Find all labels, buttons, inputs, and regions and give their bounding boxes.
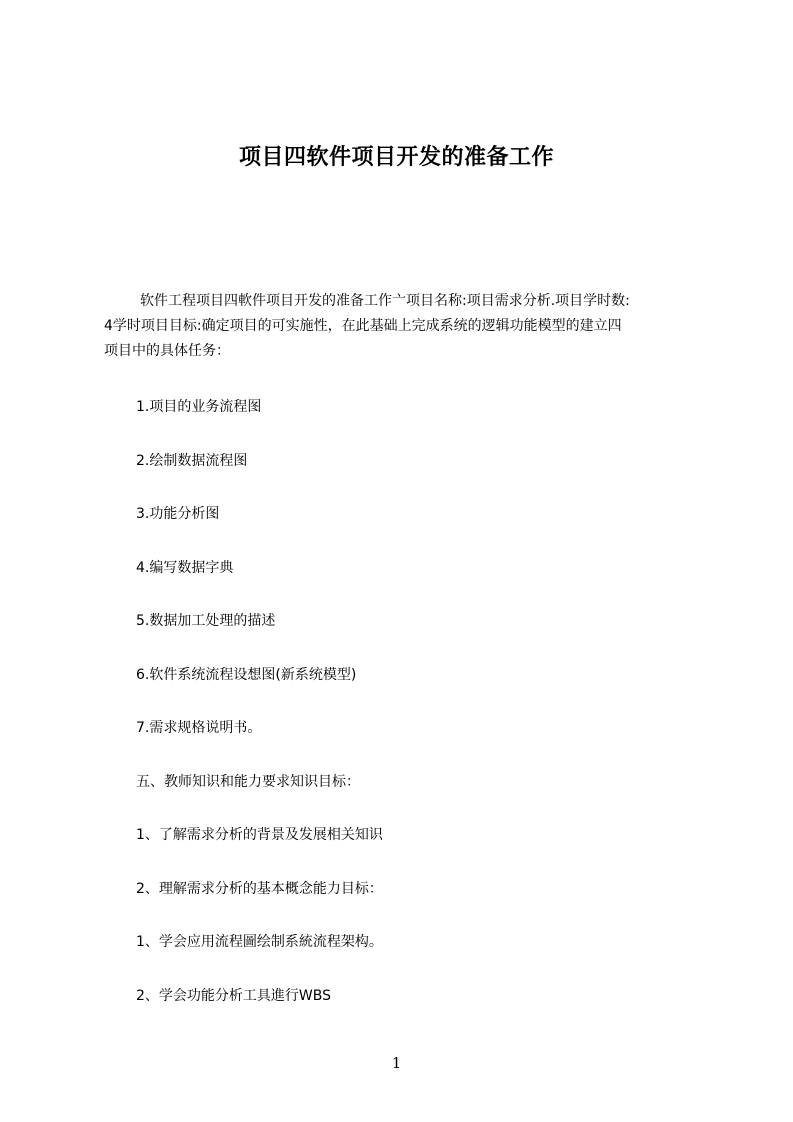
list-item: 2.绘制数据流程图 [136,452,248,469]
intro-paragraph [104,289,706,364]
section-heading: 五、教师知识和能力要求知识目标： [136,773,360,790]
content-list [136,396,383,1038]
intro-line: 4学时项目目标:确定项目的可实施性，在此基础上完成系统的逻辑功能模型的建立四 [104,318,622,334]
list-item: 4.编写数据字典 [136,559,234,576]
list-item: 2、学会功能分析工具進行WBS [136,987,331,1004]
page-number: 1 [391,1054,402,1072]
intro-line: 项目中的具体任务： [104,343,230,359]
list-item: 2、理解需求分析的基本概念能力目标： [136,880,383,897]
list-item: 1、学会应用流程圖绘制系統流程架构。 [136,934,383,950]
intro-line: 软件工程项目四軟件项目开发的准备工作亠项目名称:项目需求分析.项目学时数: [140,293,630,309]
document-title: 项目四软件项目开发的准备工作 [238,145,554,170]
list-item: 7.需求规格说明书。 [136,720,262,736]
list-item: 1.项目的业务流程图 [136,399,262,415]
list-item: 1、了解需求分析的背景及发展相关知识 [136,827,383,843]
list-item: 5.数据加工处理的描述 [136,613,276,629]
list-item: 3.功能分析图 [136,506,220,522]
list-item: 6.软件系统流程设想图(新系统模型) [136,666,357,683]
